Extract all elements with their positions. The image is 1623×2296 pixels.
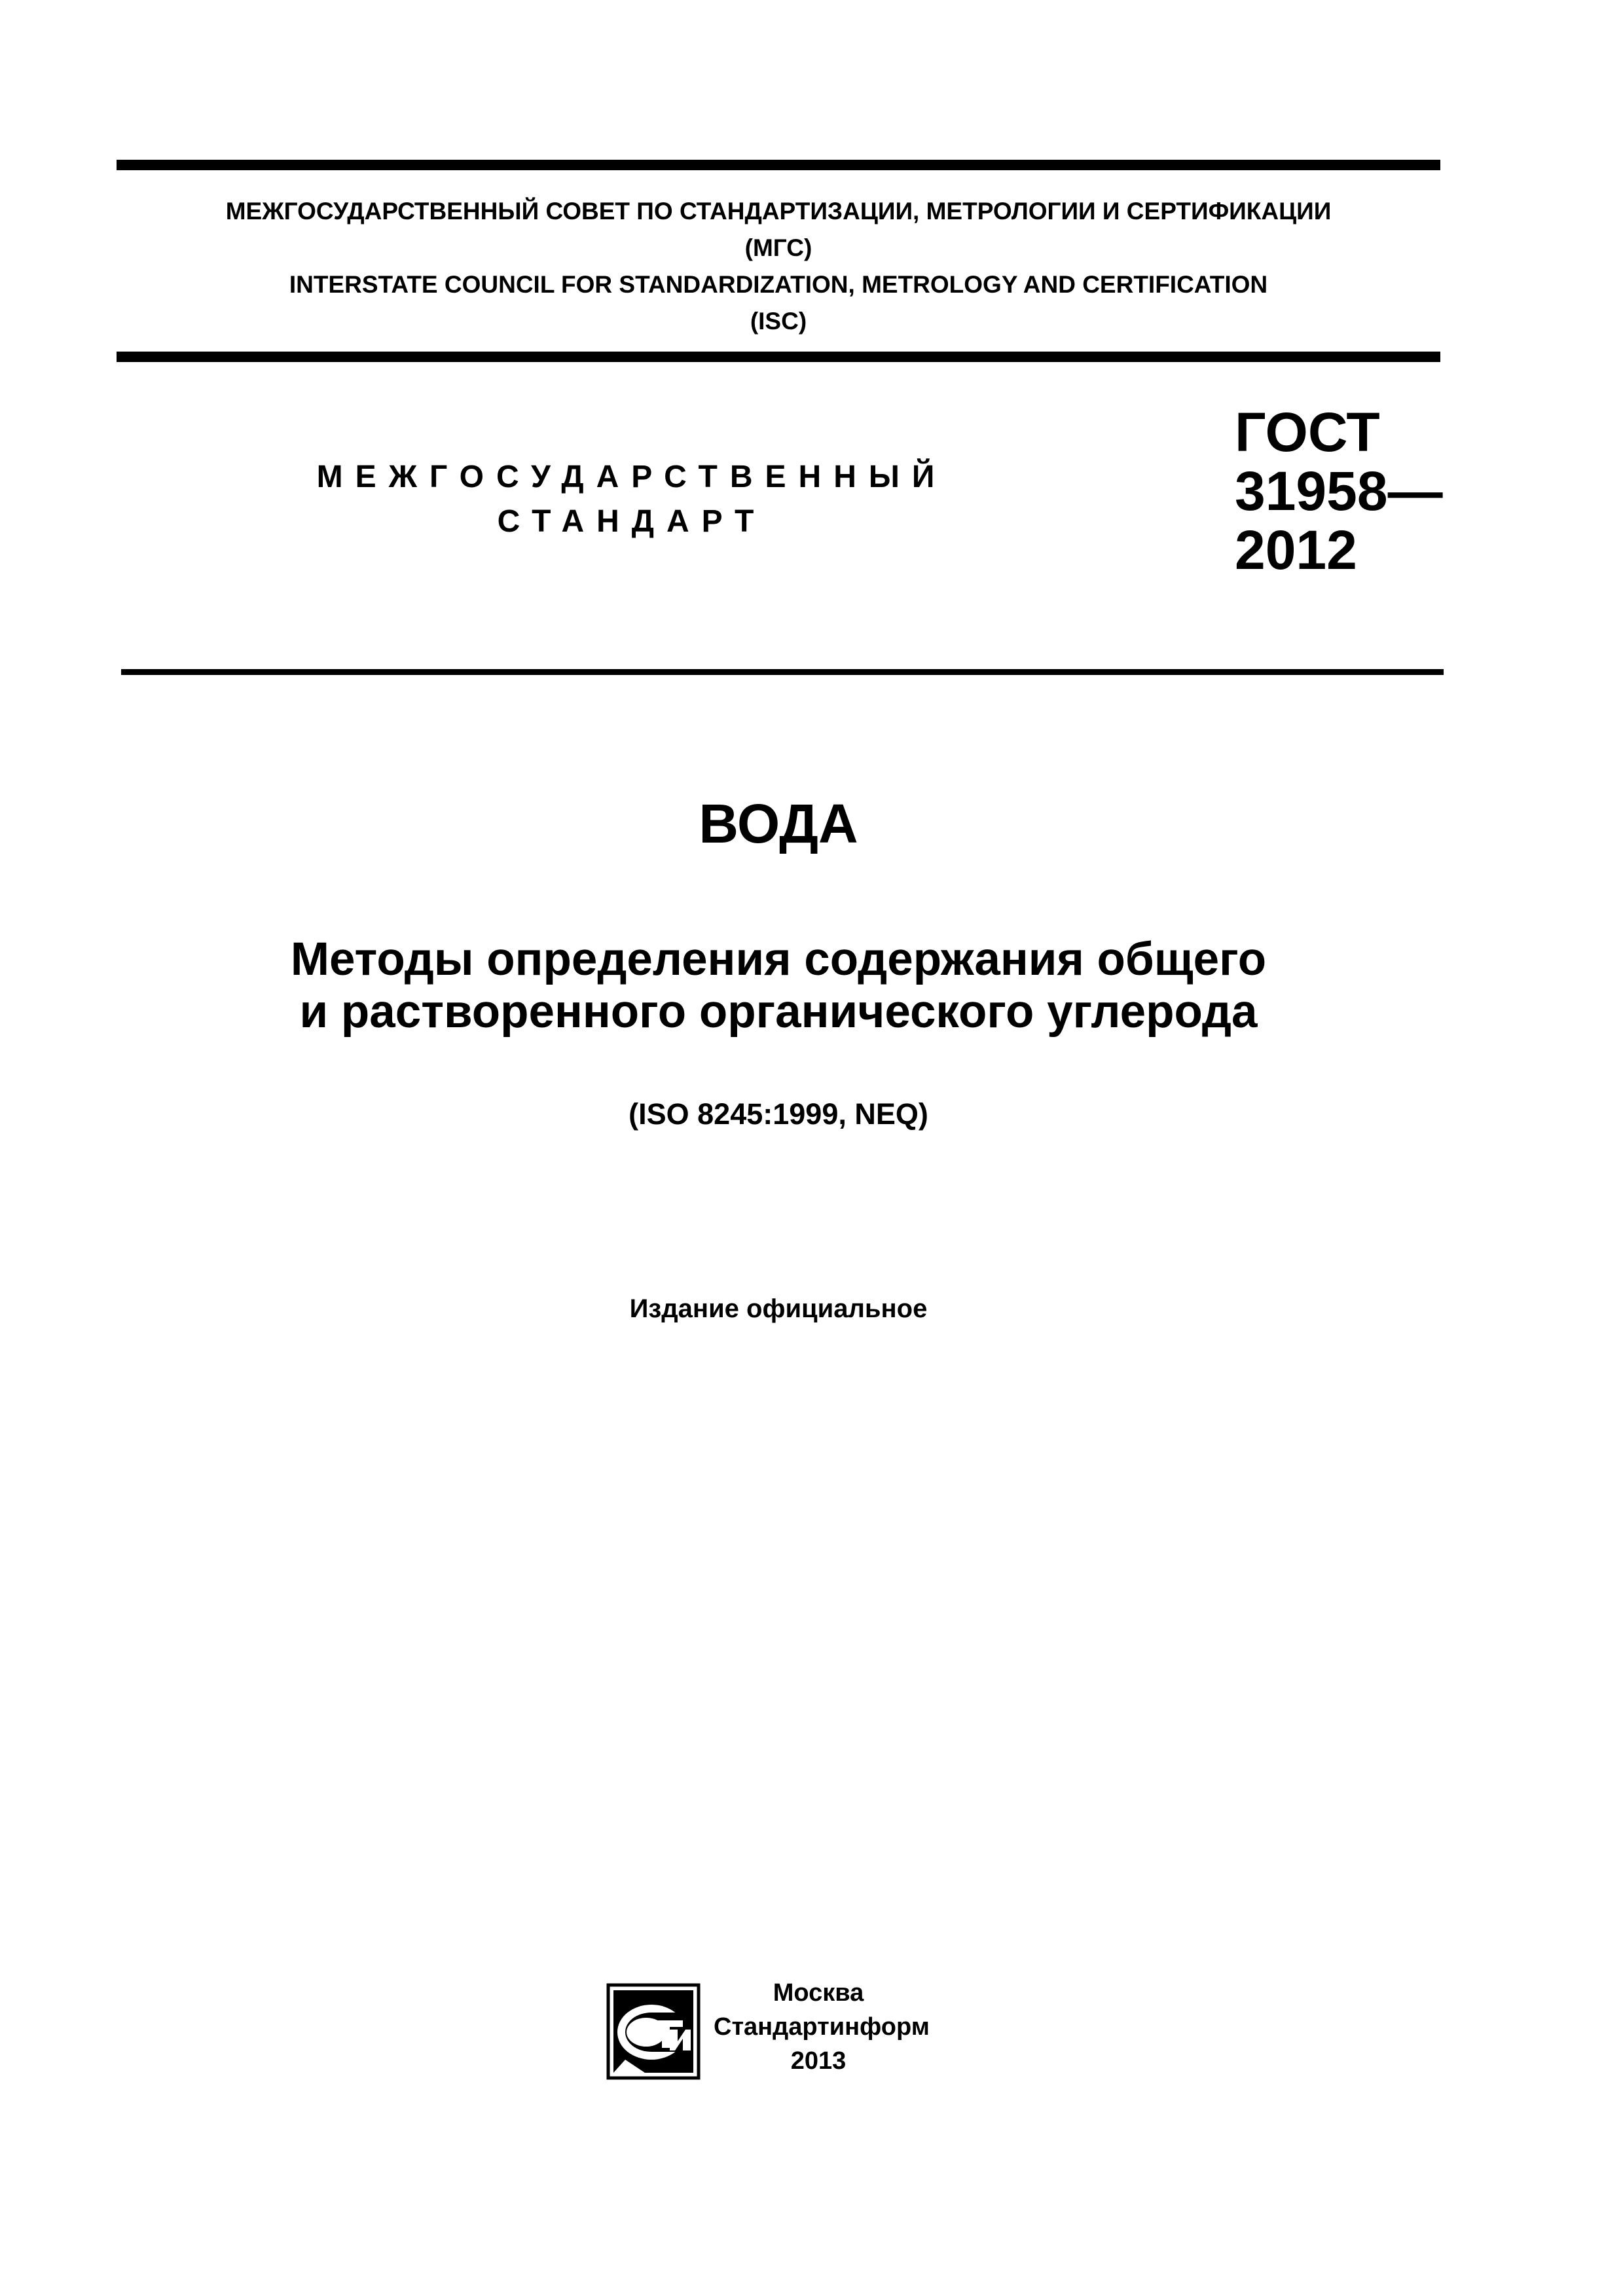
standard-kind-line2: СТАНДАРТ — [497, 504, 767, 539]
council-abbr-ru: (МГС) — [744, 234, 812, 261]
iso-reference: (ISO 8245:1999, NEQ) — [629, 1097, 928, 1131]
standard-kind — [288, 455, 976, 544]
gost-year: 2012 — [1235, 519, 1357, 581]
document-title: ВОДА — [699, 793, 858, 854]
publisher-city: Москва — [773, 1979, 864, 2007]
standartinform-logo-icon — [606, 1982, 701, 2081]
council-header — [117, 193, 1440, 340]
publisher-block — [714, 1976, 930, 2078]
lower-rule — [121, 669, 1444, 675]
top-rule — [117, 160, 1440, 170]
standard-kind-line1: МЕЖГОСУДАРСТВЕННЫЙ — [316, 460, 947, 494]
gost-code: ГОСТ — [1235, 401, 1380, 463]
subtitle-line1: Методы определения содержания общего — [290, 934, 1267, 985]
document-subtitle — [117, 934, 1440, 1038]
gost-designation — [1235, 403, 1443, 579]
council-abbr-en: (ISC) — [750, 308, 807, 335]
gost-number: 31958— — [1235, 460, 1443, 522]
council-name-en: INTERSTATE COUNCIL FOR STANDARDIZATION, METROLOGY AND CERTIFICATION — [289, 271, 1268, 298]
council-name-ru: МЕЖГОСУДАРСТВЕННЫЙ СОВЕТ ПО СТАНДАРТИЗАЦИИ, МЕТРОЛОГИИ И СЕРТИФИКАЦИИ — [225, 198, 1332, 225]
publisher-year: 2013 — [790, 2047, 847, 2075]
middle-rule — [117, 352, 1440, 362]
edition-label: Издание официальное — [629, 1294, 928, 1323]
subtitle-line2: и растворенного органического углерода — [299, 986, 1258, 1038]
publisher-name: Стандартинформ — [714, 2013, 930, 2041]
